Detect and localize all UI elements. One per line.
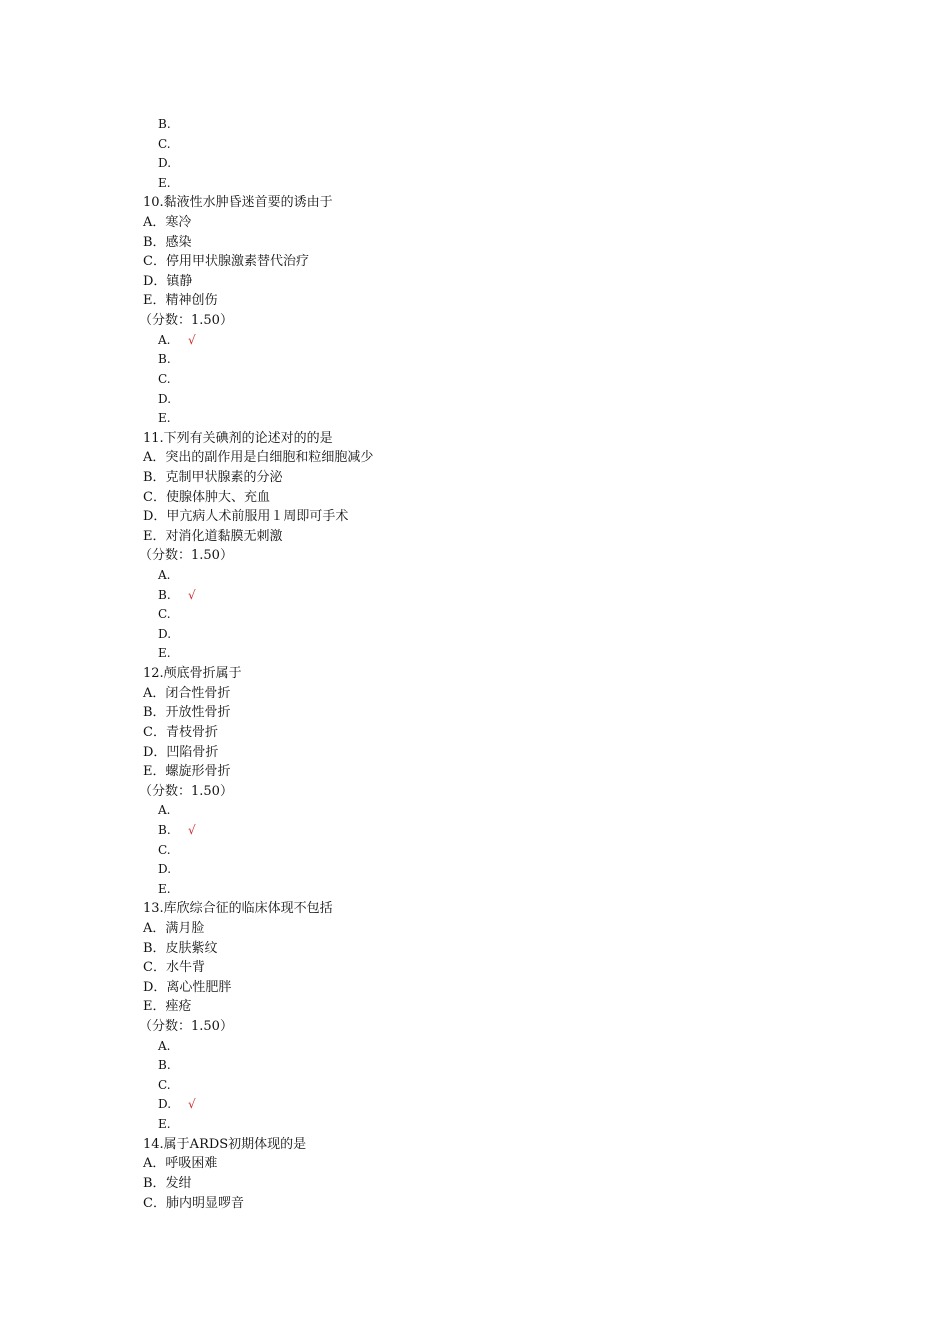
question-block xyxy=(0,429,950,664)
question-option: E．痤疮 xyxy=(143,999,192,1015)
question-option: D．甲亢病人术前服用１周即可手术 xyxy=(143,509,349,525)
question-option: C．水牛背 xyxy=(143,960,205,976)
answer-choice-letter: D. xyxy=(158,626,172,641)
question-option: B．皮肤紫纹 xyxy=(143,940,218,956)
answer-choice-row[interactable] xyxy=(0,331,950,351)
answer-choice-letter: A. xyxy=(158,568,171,583)
question-option: A．闭合性骨折 xyxy=(143,685,231,701)
answer-choice-row[interactable] xyxy=(0,409,950,429)
question-option: C．肺内明显啰音 xyxy=(143,1195,244,1211)
question-option: C．青枝骨折 xyxy=(143,724,218,740)
answer-choice-row[interactable] xyxy=(0,154,950,174)
question-option: B．感染 xyxy=(143,234,192,250)
answer-choice-row[interactable] xyxy=(0,115,950,135)
answer-choice-letter: C. xyxy=(158,607,171,622)
question-option: A．呼吸困难 xyxy=(143,1156,218,1172)
question-option: E．对消化道黏膜无刺激 xyxy=(143,528,283,544)
correct-answer-check-icon: √ xyxy=(188,822,196,837)
question-title: 14.属于ARDS初期体现的是 xyxy=(143,1136,307,1152)
answer-choice-row[interactable] xyxy=(0,880,950,900)
answer-choice-letter: B. xyxy=(158,822,171,837)
question-option: A．满月脸 xyxy=(143,920,205,936)
question-score: （分数：1.50） xyxy=(139,548,233,564)
answer-choice-letter: E. xyxy=(158,881,171,896)
answer-choice-letter: C. xyxy=(158,371,171,386)
answer-choice-row[interactable] xyxy=(0,174,950,194)
answer-choice-row[interactable] xyxy=(0,644,950,664)
question-option: D．离心性肥胖 xyxy=(143,979,232,995)
answer-choice-row[interactable] xyxy=(0,1037,950,1057)
answer-choice-row[interactable] xyxy=(0,350,950,370)
answer-choice-letter: B. xyxy=(158,587,171,602)
answer-choice-letter: E. xyxy=(158,1117,171,1132)
answer-choice-letter: D. xyxy=(158,862,172,877)
question-option: E．螺旋形骨折 xyxy=(143,764,231,780)
question-score: （分数：1.50） xyxy=(139,1019,233,1035)
question-option: A．寒冷 xyxy=(143,215,192,231)
answer-choice-row[interactable] xyxy=(0,860,950,880)
answer-choice-letter: A. xyxy=(158,803,171,818)
answer-choice-row[interactable] xyxy=(0,841,950,861)
correct-answer-check-icon: √ xyxy=(188,587,196,602)
answer-choice-row[interactable] xyxy=(0,566,950,586)
question-option: B．发绀 xyxy=(143,1175,192,1191)
answer-choice-row[interactable] xyxy=(0,625,950,645)
question-block xyxy=(0,899,950,1134)
answer-choice-row[interactable] xyxy=(0,390,950,410)
question-option: E．精神创伤 xyxy=(143,293,218,309)
answer-choice-letter: D. xyxy=(158,156,172,171)
question-block xyxy=(0,664,950,899)
question-list xyxy=(0,193,950,1213)
answer-choice-row[interactable] xyxy=(0,370,950,390)
previous-question-answers xyxy=(0,115,950,193)
answer-choice-letter: B. xyxy=(158,117,171,131)
question-option: D．镇静 xyxy=(143,273,193,289)
answer-choice-letter: A. xyxy=(158,332,171,347)
question-option: C．停用甲状腺激素替代治疗 xyxy=(143,254,309,270)
answer-choice-row[interactable] xyxy=(0,1056,950,1076)
answer-choice-letter: B. xyxy=(158,352,171,367)
question-score: （分数：1.50） xyxy=(139,783,233,799)
answer-choice-row[interactable] xyxy=(0,801,950,821)
question-title: 13.库欣综合征的临床体现不包括 xyxy=(143,901,333,917)
correct-answer-check-icon: √ xyxy=(188,332,196,347)
question-option: C．使腺体肿大、充血 xyxy=(143,489,270,505)
question-title: 11.下列有关碘剂的论述对的的是 xyxy=(143,430,333,446)
answer-choice-row[interactable] xyxy=(0,1095,950,1115)
answer-choice-letter: C. xyxy=(158,136,171,151)
question-option: D．凹陷骨折 xyxy=(143,744,219,760)
answer-choice-row[interactable] xyxy=(0,1076,950,1096)
question-option: B．开放性骨折 xyxy=(143,705,231,721)
answer-choice-row[interactable] xyxy=(0,821,950,841)
question-score: （分数：1.50） xyxy=(139,313,233,329)
correct-answer-check-icon: √ xyxy=(188,1097,196,1112)
question-block xyxy=(0,1135,950,1213)
question-option: A．突出的副作用是白细胞和粒细胞减少 xyxy=(143,450,374,466)
answer-choice-letter: B. xyxy=(158,1058,171,1073)
answer-choice-letter: E. xyxy=(158,411,171,426)
answer-choice-row[interactable] xyxy=(0,586,950,606)
answer-choice-letter: C. xyxy=(158,1077,171,1092)
answer-choice-row[interactable] xyxy=(0,135,950,155)
answer-choice-letter: D. xyxy=(158,1097,172,1112)
answer-choice-row[interactable] xyxy=(0,605,950,625)
answer-choice-letter: E. xyxy=(158,175,171,190)
answer-choice-letter: D. xyxy=(158,391,172,406)
exam-document xyxy=(0,115,950,1213)
answer-choice-letter: A. xyxy=(158,1038,171,1053)
question-option: B．克制甲状腺素的分泌 xyxy=(143,469,283,485)
answer-choice-row[interactable] xyxy=(0,1115,950,1135)
question-title: 10.黏液性水肿昏迷首要的诱由于 xyxy=(143,195,333,211)
question-title: 12.颅底骨折属于 xyxy=(143,666,242,682)
question-block xyxy=(0,193,950,428)
answer-choice-letter: E. xyxy=(158,646,171,661)
answer-choice-letter: C. xyxy=(158,842,171,857)
